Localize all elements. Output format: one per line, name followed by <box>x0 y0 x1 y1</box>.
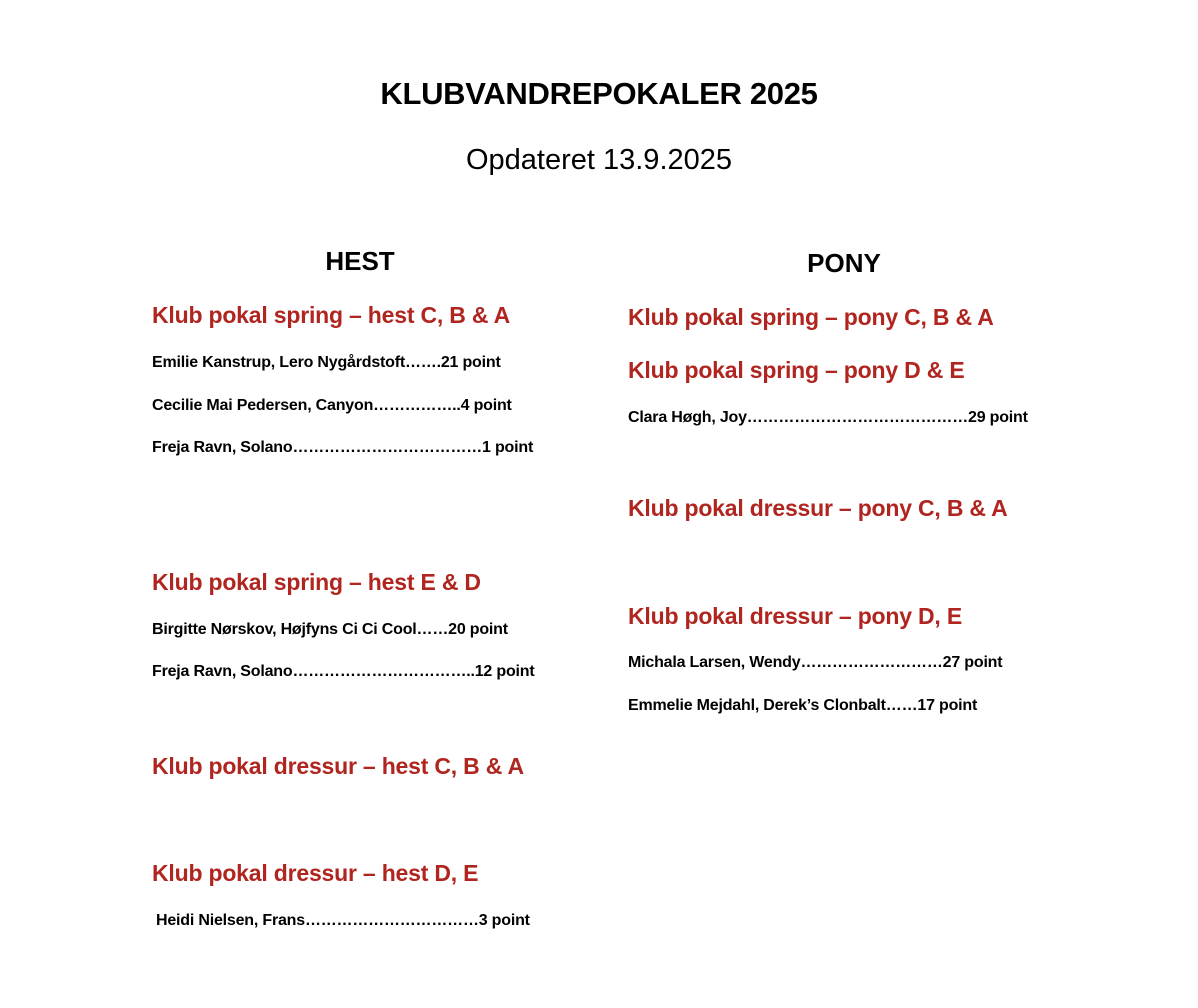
list-item: Heidi Nielsen, Frans……………………………3 point <box>156 912 530 929</box>
list-item: Cecilie Mai Pedersen, Canyon……………..4 point <box>152 397 512 414</box>
section-title: Klub pokal spring – pony C, B & A <box>628 304 994 330</box>
section-title: Klub pokal dressur – hest C, B & A <box>152 753 524 779</box>
list-item: Michala Larsen, Wendy………………………27 point <box>628 654 1003 671</box>
list-item: Clara Høgh, Joy……………………………………29 point <box>628 409 1028 426</box>
list-item: Birgitte Nørskov, Højfyns Ci Ci Cool……20 point <box>152 621 508 638</box>
section-title: Klub pokal dressur – pony D, E <box>628 603 962 629</box>
updated-date: Opdateret 13.9.2025 <box>465 144 733 176</box>
hest-heading: HEST <box>325 246 395 276</box>
list-item: Freja Ravn, Solano……………………………..12 point <box>152 663 535 680</box>
page-title: KLUBVANDREPOKALER 2025 <box>380 76 818 111</box>
list-item: Freja Ravn, Solano………………………………1 point <box>152 439 534 456</box>
pony-heading: PONY <box>807 248 881 278</box>
section-title: Klub pokal spring – pony D & E <box>628 357 965 383</box>
section-title: Klub pokal spring – hest E & D <box>152 569 481 595</box>
list-item: Emmelie Mejdahl, Derek’s Clonbalt……17 point <box>628 697 978 714</box>
section-title: Klub pokal spring – hest C, B & A <box>152 302 511 328</box>
section-title: Klub pokal dressur – pony C, B & A <box>628 495 1008 521</box>
section-title: Klub pokal dressur – hest D, E <box>152 860 479 886</box>
list-item: Emilie Kanstrup, Lero Nygårdstoft…….21 point <box>152 354 501 371</box>
